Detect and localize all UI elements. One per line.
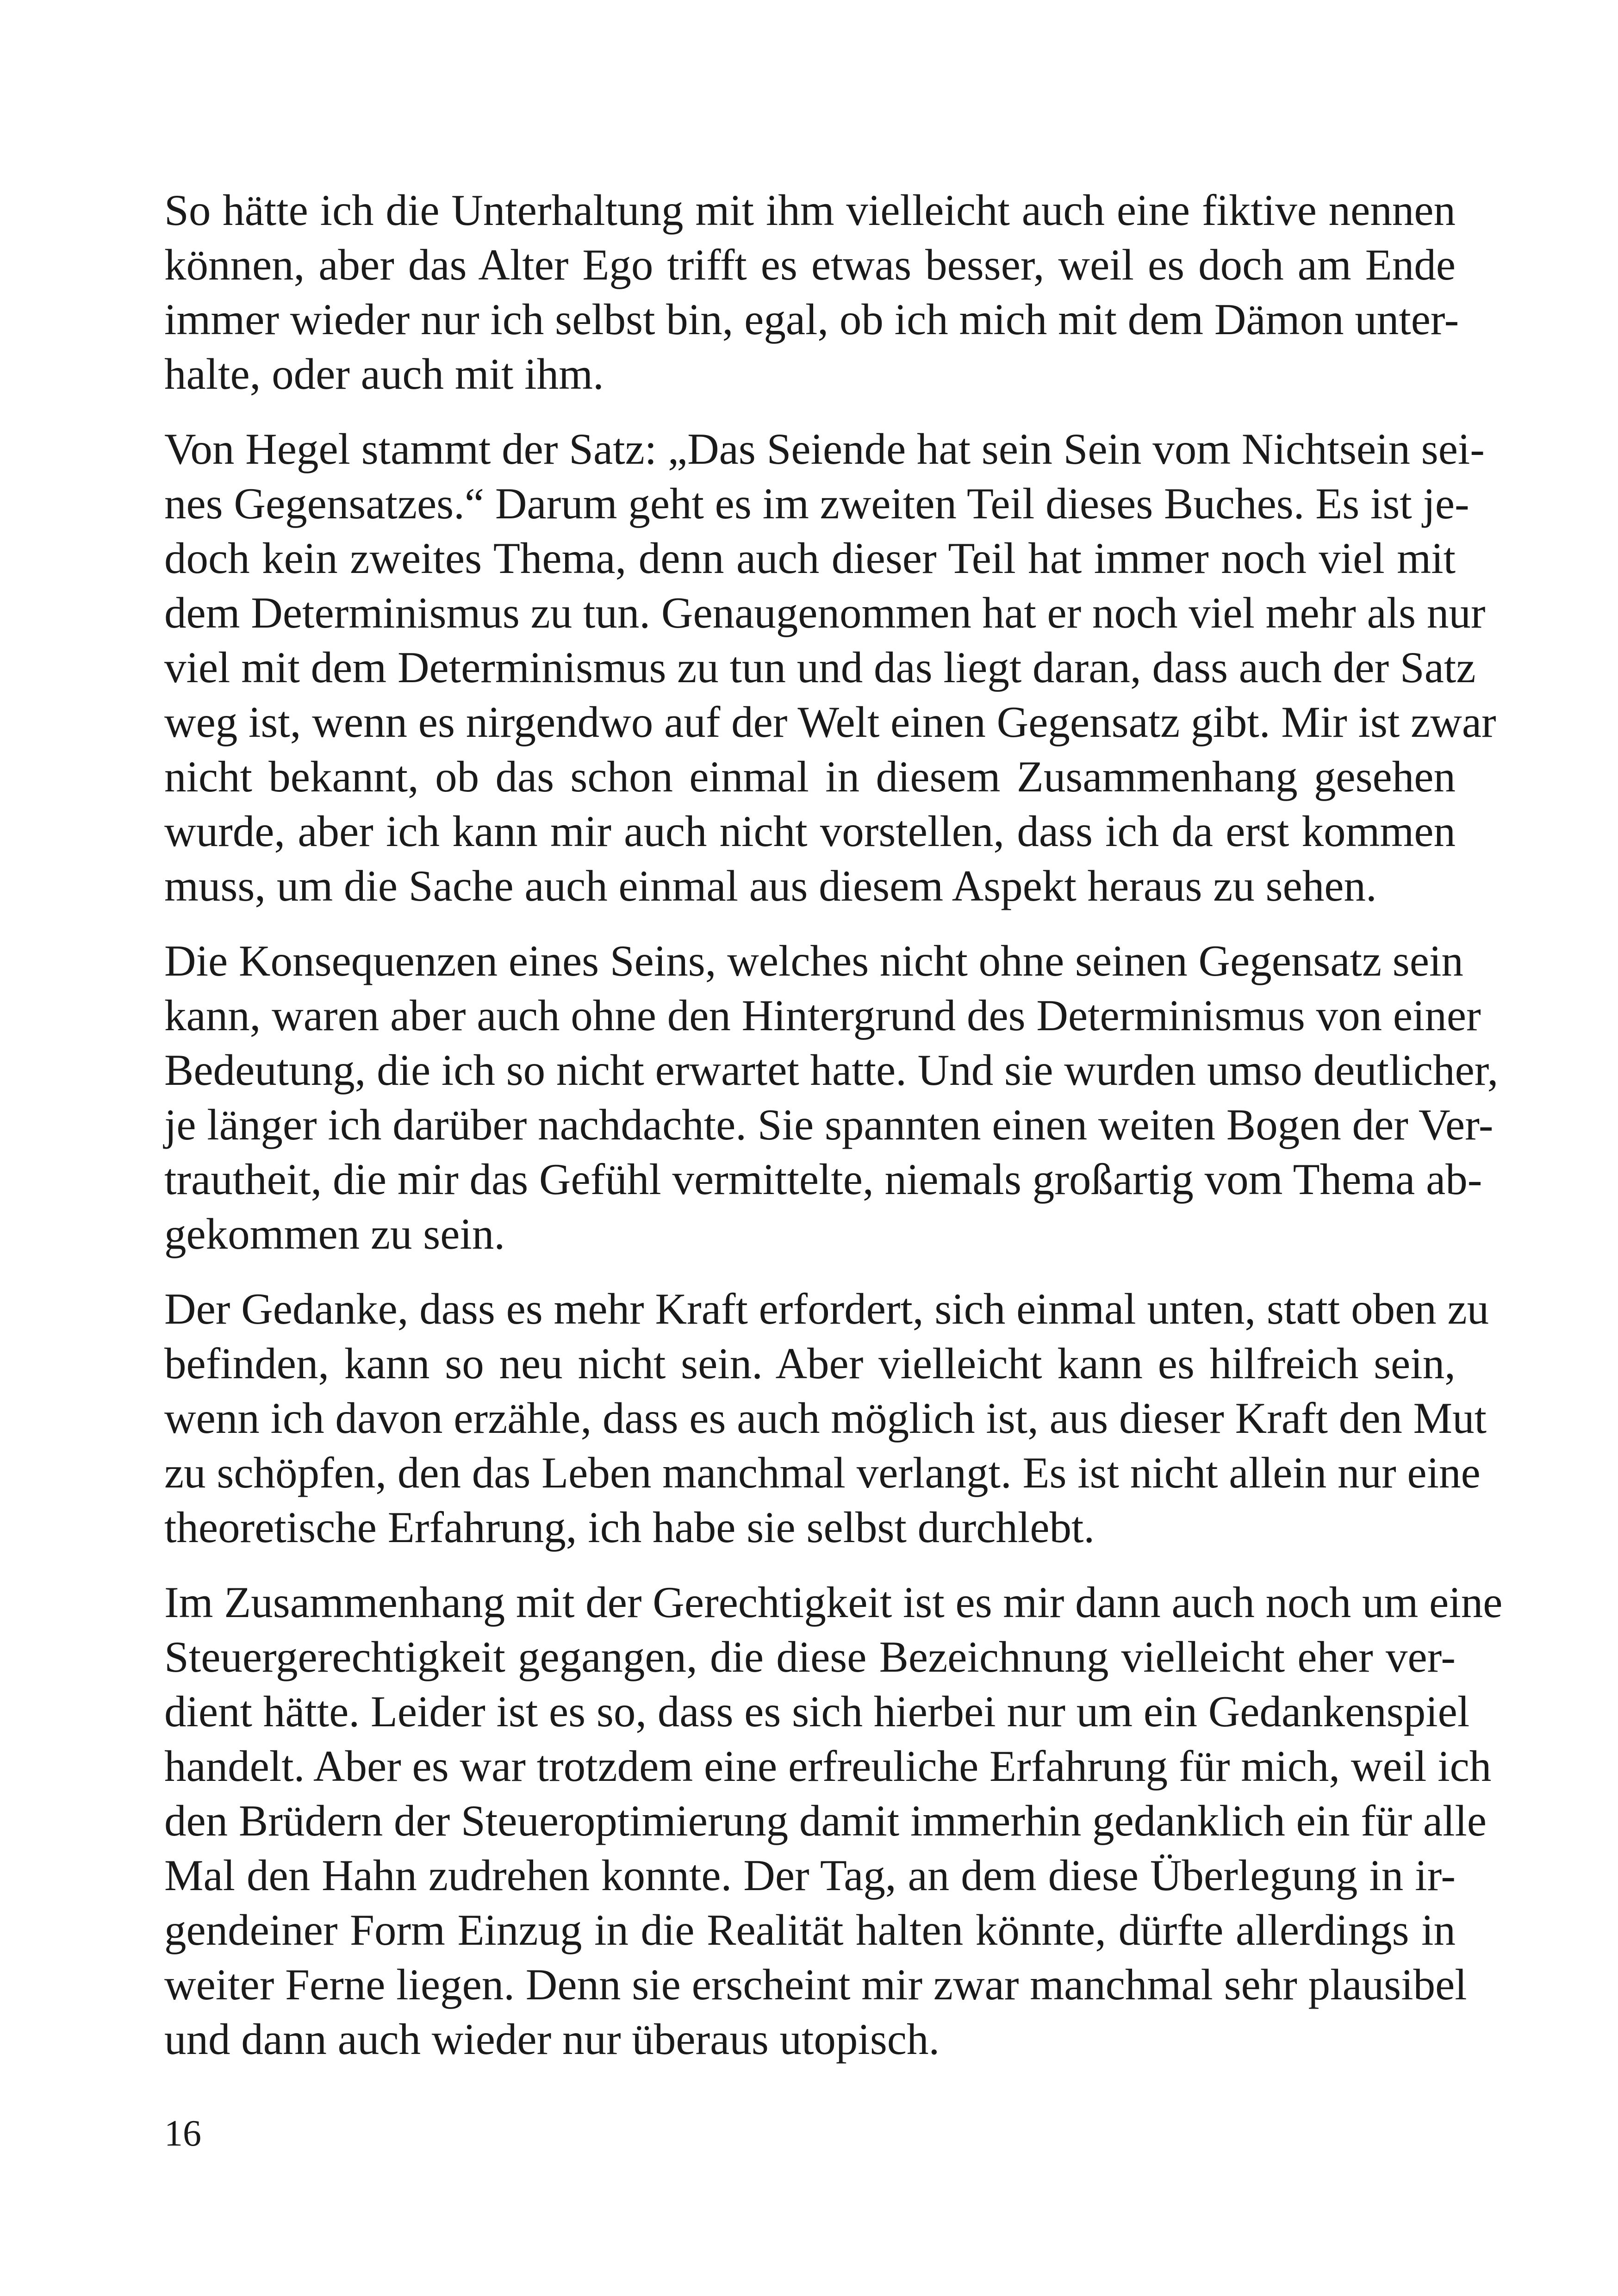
text-line: viel mit dem Determinismus zu tun und das liegt daran, dass auch der Satz	[164, 643, 1476, 692]
text-line: weiter Ferne liegen. Denn sie erscheint mir zwar manchmal sehr plausibel	[164, 1960, 1467, 2009]
text-line: So hätte ich die Unterhaltung mit ihm vielleicht auch eine fiktive nennen	[164, 186, 1456, 235]
text-line: Bedeutung, die ich so nicht erwartet hatte. Und sie wurden umso deutlicher,	[164, 1045, 1499, 1095]
text-line: gendeiner Form Einzug in die Realität halten könnte, dürfte allerdings in	[164, 1905, 1456, 1954]
text-line: doch kein zweites Thema, denn auch dieser Teil hat immer noch viel mit	[164, 534, 1456, 583]
text-line: Der Gedanke, dass es mehr Kraft erfordert, sich einmal unten, statt oben zu	[164, 1284, 1489, 1333]
paragraph-2	[164, 422, 1496, 913]
text-line: dient hätte. Leider ist es so, dass es sich hierbei nur um ein Gedankenspiel	[164, 1687, 1470, 1736]
text-line: muss, um die Sache auch einmal aus diesem Aspekt heraus zu sehen.	[164, 861, 1377, 910]
text-line: trautheit, die mir das Gefühl vermittelte, niemals großartig vom Thema ab-	[164, 1155, 1482, 1204]
text-line: nicht bekannt, ob das schon einmal in diesem Zusammenhang gesehen	[164, 752, 1456, 801]
text-line: zu schöpfen, den das Leben manchmal verlangt. Es ist nicht allein nur eine	[164, 1448, 1481, 1497]
text-line: weg ist, wenn es nirgendwo auf der Welt einen Gegensatz gibt. Mir ist zwar	[164, 697, 1496, 747]
paragraph-4	[164, 1282, 1489, 1555]
text-line: kann, waren aber auch ohne den Hintergrund des Determinismus von einer	[164, 991, 1481, 1040]
text-line: Von Hegel stammt der Satz: „Das Seiende hat sein Sein vom Nichtsein sei-	[164, 424, 1485, 473]
text-line: befinden, kann so neu nicht sein. Aber vielleicht kann es hilfreich sein,	[164, 1339, 1456, 1388]
page-number: 16	[164, 2113, 201, 2154]
text-line: nes Gegensatzes.“ Darum geht es im zweiten Teil dieses Buches. Es ist je-	[164, 479, 1469, 528]
paragraph-5	[164, 1575, 1503, 2066]
paragraph-1	[164, 183, 1459, 401]
text-line: Im Zusammenhang mit der Gerechtigkeit ist es mir dann auch noch um eine	[164, 1578, 1503, 1627]
text-line: Mal den Hahn zudrehen konnte. Der Tag, an dem diese Überlegung in ir-	[164, 1851, 1456, 1900]
text-line: können, aber das Alter Ego trifft es etwas besser, weil es doch am Ende	[164, 240, 1456, 289]
text-line: wurde, aber ich kann mir auch nicht vorstellen, dass ich da erst kommen	[164, 807, 1456, 856]
text-line: wenn ich davon erzähle, dass es auch möglich ist, aus dieser Kraft den Mut	[164, 1394, 1487, 1443]
text-line: Die Konsequenzen eines Seins, welches nicht ohne seinen Gegensatz sein	[164, 936, 1463, 985]
paragraph-3	[164, 933, 1499, 1261]
text-line: je länger ich darüber nachdachte. Sie spannten einen weiten Bogen der Ver-	[164, 1100, 1494, 1149]
text-line: den Brüdern der Steueroptimierung damit immerhin gedanklich ein für alle	[164, 1796, 1487, 1845]
text-line: und dann auch wieder nur überaus utopisch.	[164, 2015, 940, 2064]
text-line: gekommen zu sein.	[164, 1209, 505, 1258]
text-line: immer wieder nur ich selbst bin, egal, ob ich mich mit dem Dämon unter-	[164, 295, 1459, 344]
text-line: theoretische Erfahrung, ich habe sie selbst durchlebt.	[164, 1503, 1095, 1552]
text-line: Steuergerechtigkeit gegangen, die diese Bezeichnung vielleicht eher ver-	[164, 1632, 1456, 1681]
body-text	[164, 183, 1503, 2087]
text-line: dem Determinismus zu tun. Genaugenommen hat er noch viel mehr als nur	[164, 588, 1486, 637]
text-line: halte, oder auch mit ihm.	[164, 349, 604, 398]
text-line: handelt. Aber es war trotzdem eine erfreuliche Erfahrung für mich, weil ich	[164, 1742, 1492, 1791]
